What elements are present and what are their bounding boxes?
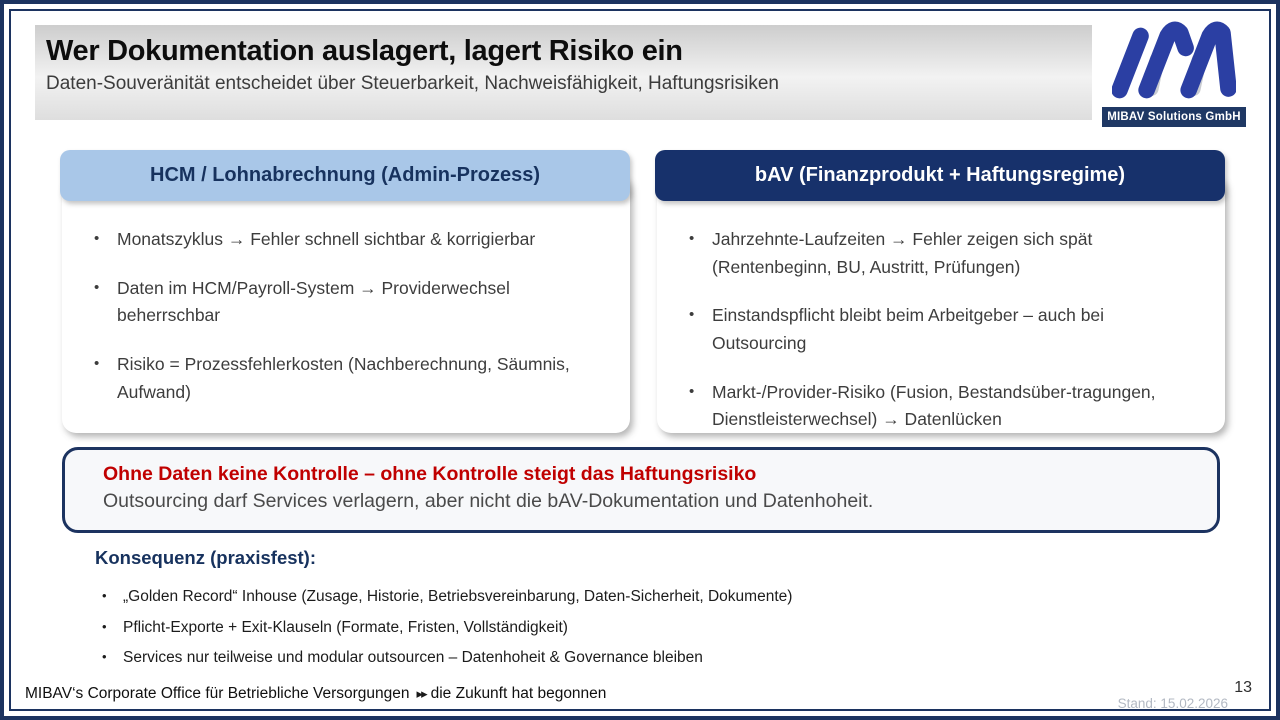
title-bar [35, 25, 1092, 120]
company-logo [1100, 12, 1248, 134]
card-bav-body [657, 174, 1225, 433]
mibav-m-icon [1112, 18, 1236, 102]
version-date: Stand: 15.02.2026 [1117, 696, 1228, 711]
bullet-item: • Monatszyklus → Fehler schnell sichtbar & korrigierbar [92, 226, 604, 254]
page-subtitle: Daten-Souveränität entscheidet über Steuerbarkeit, Nachweisfähigkeit, Haftungsrisiken [46, 73, 779, 94]
bullet-item: • Markt-/Provider-Risiko (Fusion, Bestandsüber-tragungen, Dienstleisterwechsel) → Datenlücken [687, 379, 1199, 434]
bav-bullet-list [687, 226, 1199, 434]
bullet-item: • Risiko = Prozessfehlerkosten (Nachberechnung, Säumnis, Aufwand) [92, 351, 604, 406]
footer-text: MIBAV‘s Corporate Office für Betriebliche Versorgungen [25, 685, 410, 702]
callout-headline: Ohne Daten keine Kontrolle – ohne Kontrolle steigt das Haftungsrisiko [103, 463, 757, 485]
card-bav [655, 150, 1225, 433]
page-number: 13 [1234, 679, 1252, 696]
company-name: MIBAV Solutions GmbH [1102, 107, 1246, 127]
card-hcm-body [62, 174, 630, 433]
bullet-item: • Pflicht-Exporte + Exit-Klauseln (Formate, Fristen, Vollständigkeit) [100, 619, 1100, 638]
bullet-item: • Jahrzehnte-Laufzeiten → Fehler zeigen sich spät (Rentenbeginn, BU, Austritt, Prüfungen) [687, 226, 1199, 281]
bullet-item: • Services nur teilweise und modular outsourcen – Datenhoheit & Governance bleiben [100, 649, 1100, 668]
card-bav-header: bAV (Finanzprodukt + Haftungsregime) [655, 150, 1225, 201]
page-title: Wer Dokumentation auslagert, lagert Risiko ein [46, 35, 683, 67]
footer-tagline: die Zukunft hat begonnen [430, 685, 607, 702]
key-message-callout [62, 447, 1220, 533]
konsequenz-bullet-list [100, 588, 1100, 680]
card-hcm [60, 150, 630, 433]
hcm-bullet-list [92, 226, 604, 406]
bullet-item: • Einstandspflicht bleibt beim Arbeitgeber – auch bei Outsourcing [687, 302, 1199, 357]
bullet-item: • „Golden Record“ Inhouse (Zusage, Historie, Betriebsvereinbarung, Daten-Sicherheit, Dokumente) [100, 588, 1100, 607]
double-arrow-icon: ▸▸ [416, 686, 426, 701]
konsequenz-heading: Konsequenz (praxisfest): [95, 547, 317, 568]
bullet-item: • Daten im HCM/Payroll-System → Providerwechsel beherrschbar [92, 275, 604, 330]
callout-body: Outsourcing darf Services verlagern, aber nicht die bAV-Dokumentation und Datenhoheit. [103, 490, 874, 512]
card-hcm-header: HCM / Lohnabrechnung (Admin-Prozess) [60, 150, 630, 201]
footer-claim [25, 685, 606, 703]
